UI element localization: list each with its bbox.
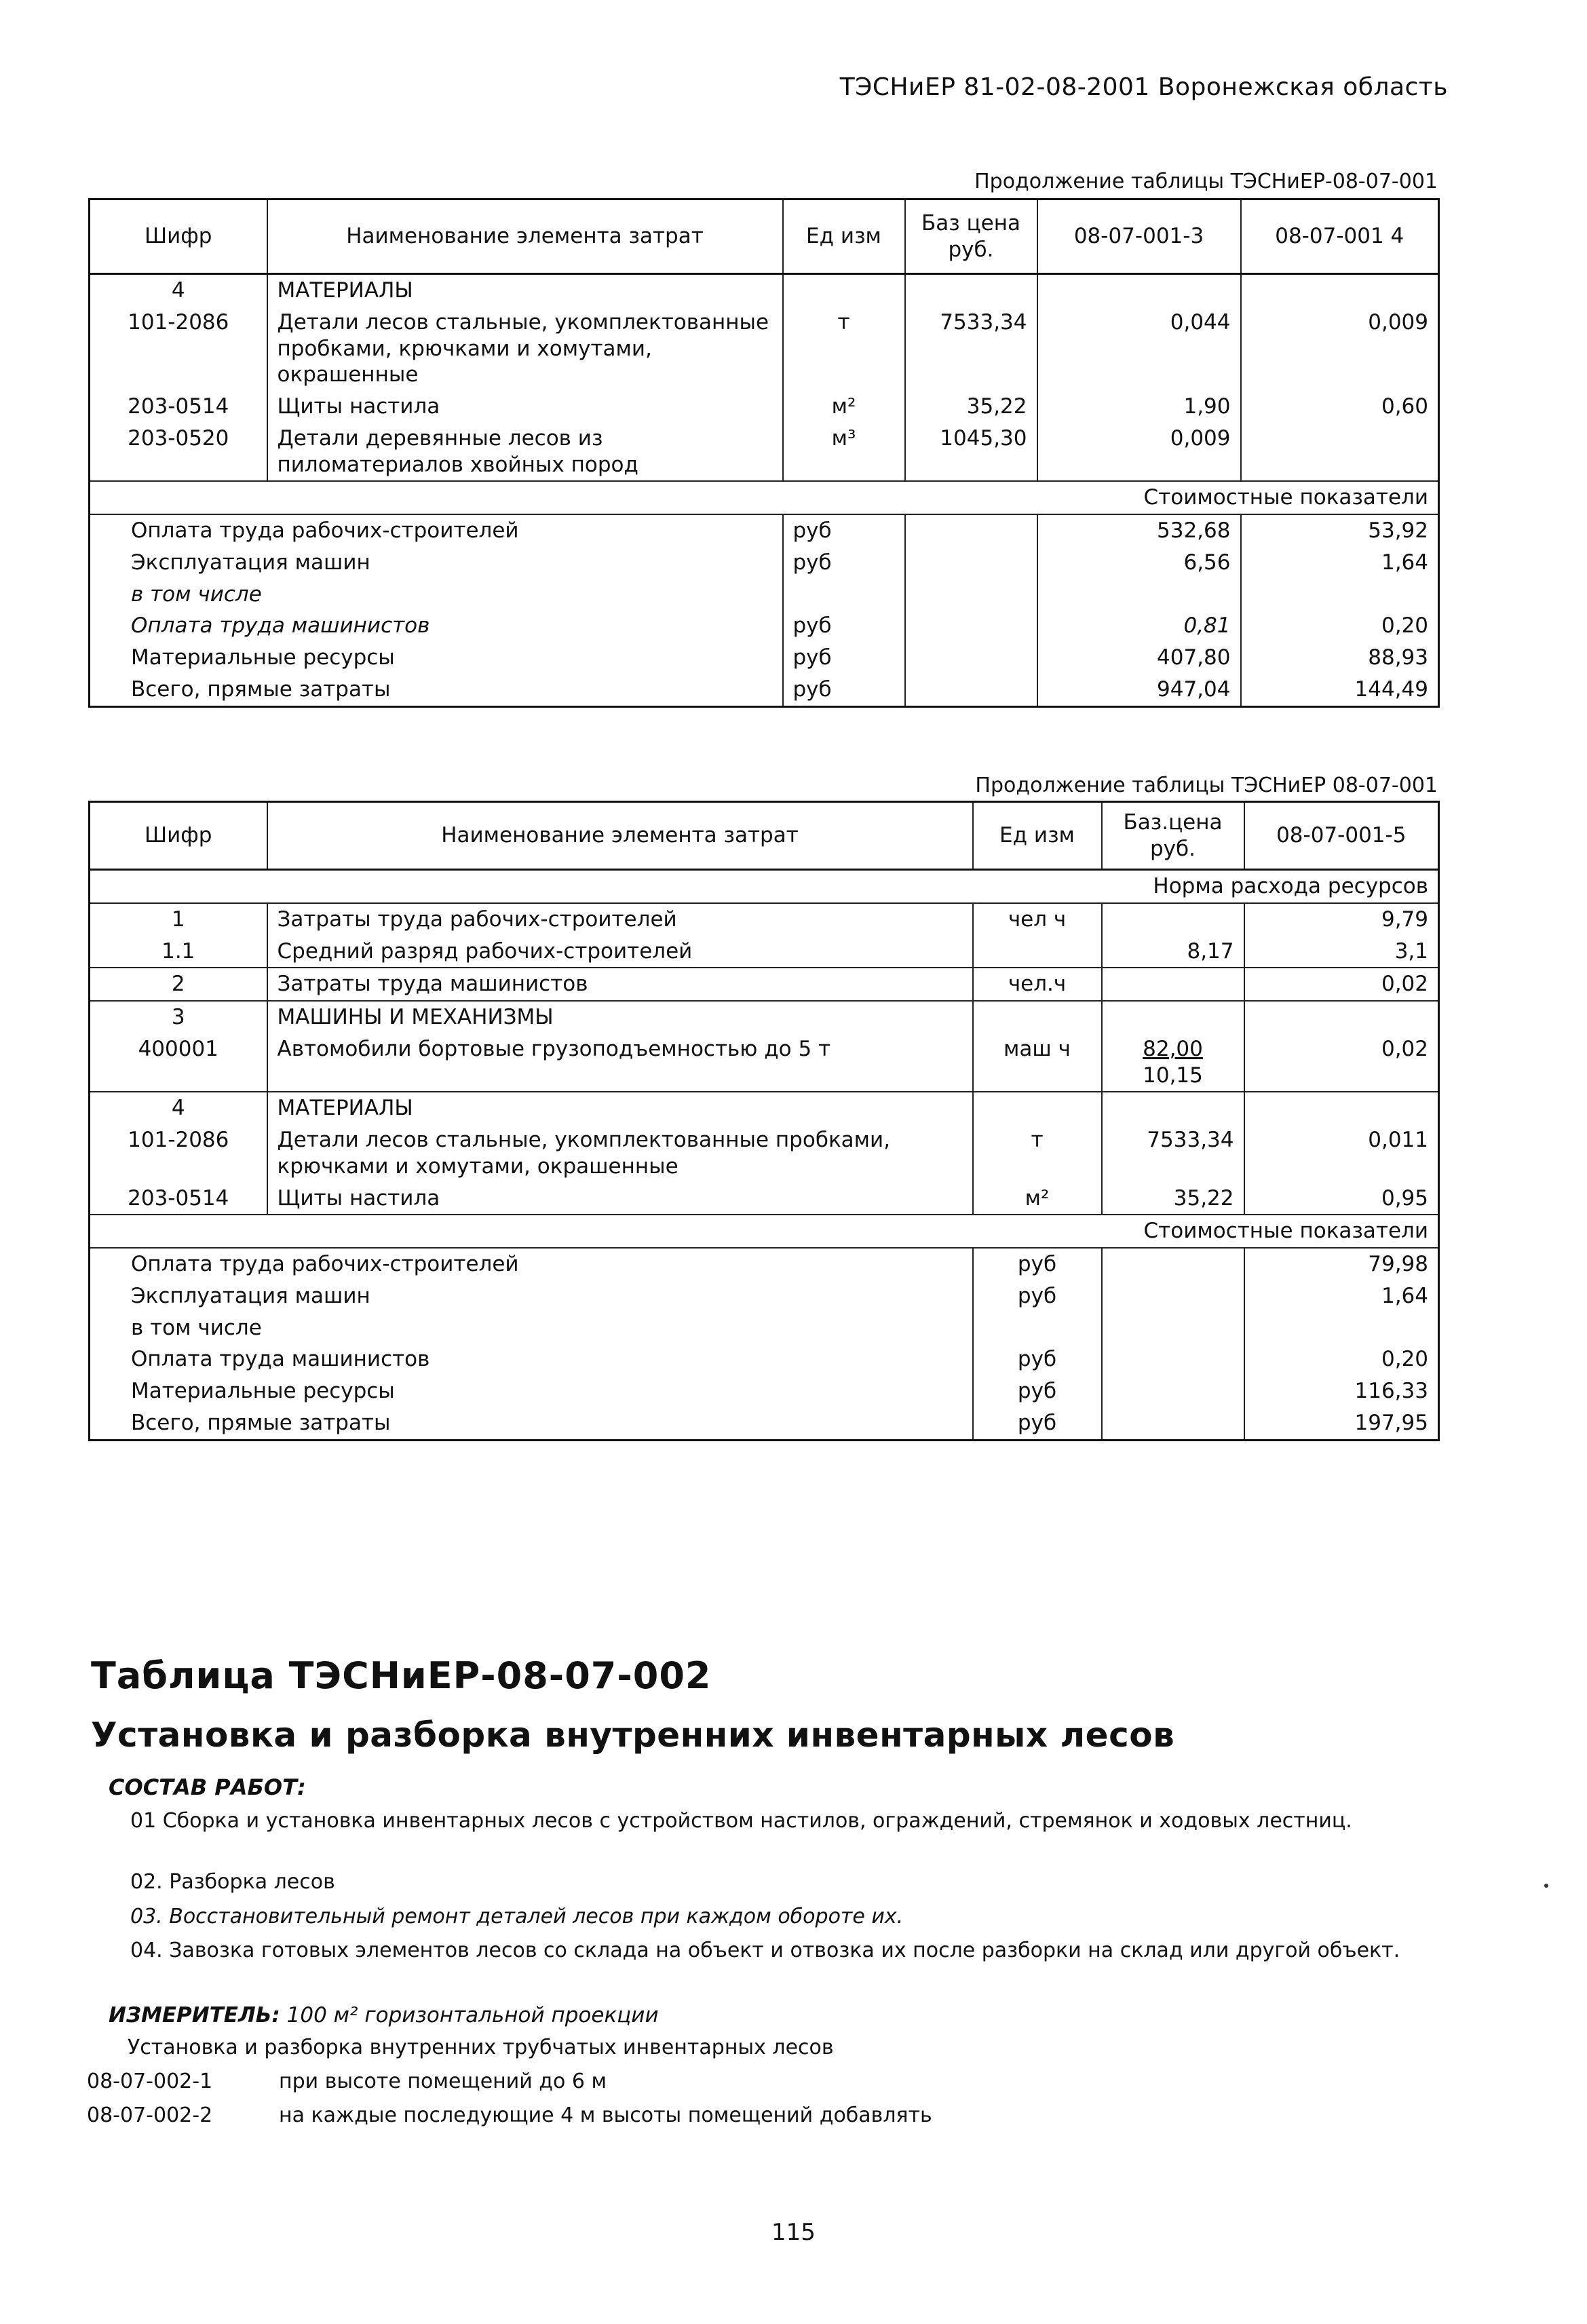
table-row (90, 903, 1439, 936)
row-name: Затраты труда машинистов (267, 968, 973, 1001)
meter-label: ИЗМЕРИТЕЛЬ: (109, 2003, 280, 2027)
cost-label: в том числе (131, 582, 262, 607)
cost-value (1244, 1312, 1439, 1344)
work-item: 04. Завозка готовых элементов лесов со склада на объект и отвозка их после разборки на склад или другой объект. (130, 1939, 1400, 1962)
cost-value-4 (1241, 579, 1439, 611)
code-line (87, 2103, 932, 2127)
cost-unit: руб (973, 1375, 1102, 1407)
row-unit: чел ч (973, 903, 1102, 936)
col-header-unit: Ед изм (973, 802, 1102, 870)
table-row (90, 1183, 1439, 1215)
cost-value-4: 53,92 (1241, 514, 1439, 547)
cost-value-3: 0,81 (1037, 610, 1241, 642)
table2-header-row (90, 802, 1439, 870)
cost-row (90, 674, 1439, 706)
cost-row (90, 1344, 1439, 1375)
meter-value: 100 м² горизонтальной проекции (286, 2003, 659, 2027)
col-header-unit: Ед изм (783, 199, 905, 274)
row-name: Детали лесов стальные, укомплектованные пробками, крючками и хомутами, окрашенные (267, 307, 783, 391)
cost-unit: руб (973, 1407, 1102, 1440)
row-unit: м² (783, 391, 905, 423)
cost-value-4: 0,20 (1241, 610, 1439, 642)
cost-value: 0,20 (1244, 1344, 1439, 1375)
row-unit: м² (973, 1183, 1102, 1215)
norm-header: Норма расхода ресурсов (1153, 874, 1428, 898)
cost-unit (973, 1312, 1102, 1344)
row-name: Средний разряд рабочих-строителей (267, 936, 973, 968)
machine-price: 82,00 (1143, 1036, 1203, 1061)
row-code: 203-0520 (128, 425, 229, 451)
cost-label: Оплата труда рабочих-строителей (131, 1252, 519, 1276)
cost-row (90, 1375, 1439, 1407)
row-unit: т (783, 307, 905, 391)
row-price: 7533,34 (1102, 1124, 1244, 1183)
section-code: 4 (171, 1096, 185, 1121)
cost-label: Материальные ресурсы (131, 1379, 395, 1403)
cost-unit: руб (783, 514, 905, 547)
col-header-code: Шифр (145, 823, 212, 848)
row-code: 101-2086 (128, 1128, 229, 1152)
cost-label: Всего, прямые затраты (131, 1410, 391, 1435)
table-title: Таблица ТЭСНиЕР-08-07-002 (91, 1654, 712, 1697)
table1-header-row (90, 199, 1439, 274)
row-name: Детали деревянные лесов из пиломатериалов хвойных пород (267, 423, 783, 482)
table-row (90, 1124, 1439, 1183)
row-name: Затраты труда рабочих-строителей (267, 903, 973, 936)
norm-header-row (90, 870, 1439, 903)
row-name: Щиты настила (267, 391, 783, 423)
row-code: 203-0514 (128, 394, 229, 419)
cost-unit: руб (973, 1248, 1102, 1280)
section-name: МАТЕРИАЛЫ (267, 274, 783, 307)
col-header-code: Шифр (145, 224, 212, 249)
cost-row (90, 579, 1439, 611)
row-value-3: 0,044 (1037, 307, 1241, 391)
cost-header-row (90, 1215, 1439, 1248)
table-row (90, 391, 1439, 423)
cost-value-4: 1,64 (1241, 547, 1439, 579)
cost-value-3: 947,04 (1037, 674, 1241, 706)
row-price: 35,22 (1102, 1183, 1244, 1215)
cost-row (90, 1407, 1439, 1440)
cost-row (90, 1280, 1439, 1312)
row-unit: т (973, 1124, 1102, 1183)
cost-label: Эксплуатация машин (131, 550, 370, 575)
section-name: МАТЕРИАЛЫ (267, 1092, 973, 1124)
cost-unit: руб (783, 610, 905, 642)
table-row (90, 1033, 1439, 1092)
rate-text: на каждые последующие 4 м высоты помещений добавлять (279, 2103, 932, 2127)
cost-row (90, 547, 1439, 579)
row-value: 9,79 (1244, 903, 1439, 936)
cost-label: Оплата труда рабочих-строителей (131, 518, 519, 543)
cost-row (90, 610, 1439, 642)
col-header-norm-3: 08-07-001-3 (1037, 199, 1241, 274)
code-line (87, 2070, 607, 2093)
row-code: 1 (171, 907, 185, 932)
row-value-4 (1241, 423, 1439, 482)
row-name: Щиты настила (267, 1183, 973, 1215)
cost-value-3: 407,80 (1037, 642, 1241, 674)
table1 (88, 198, 1440, 708)
row-code: 400001 (138, 1036, 218, 1061)
row-value: 0,02 (1244, 968, 1439, 1001)
row-price (1102, 903, 1244, 936)
col-header-name: Наименование элемента затрат (267, 199, 783, 274)
cost-header: Стоимостные показатели (1143, 485, 1428, 510)
row-value-3: 0,009 (1037, 423, 1241, 482)
cost-value-3: 6,56 (1037, 547, 1241, 579)
table1-section-row (90, 274, 1439, 307)
cost-unit: руб (783, 547, 905, 579)
cost-label: Оплата труда машинистов (131, 613, 430, 639)
row-value: 3,1 (1244, 936, 1439, 968)
row-unit: м³ (783, 423, 905, 482)
table-row (90, 423, 1439, 482)
machine-price-labor: 10,15 (1143, 1063, 1203, 1088)
rate-code: 08-07-002-2 (87, 2103, 213, 2127)
col-header-norm-5: 08-07-001-5 (1244, 802, 1439, 870)
cost-unit: руб (783, 674, 905, 706)
meter (109, 2003, 659, 2027)
scan-speck-dot (1544, 1884, 1548, 1888)
row-name: Автомобили бортовые грузоподъемностью до 5 т (267, 1033, 973, 1092)
table-subtitle: Установка и разборка внутренних инвентарных лесов (91, 1715, 1175, 1755)
cost-unit (783, 579, 905, 611)
cost-header-row (90, 481, 1439, 514)
row-price (1102, 968, 1244, 1001)
cost-header: Стоимостные показатели (1143, 1219, 1428, 1244)
table2-materials-section-row (90, 1092, 1439, 1124)
row-price: 1045,30 (905, 423, 1037, 482)
rate-text: при высоте помещений до 6 м (279, 2070, 607, 2093)
document-header: ТЭСНиЕР 81-02-08-2001 Воронежская область (839, 73, 1448, 101)
cost-value-4: 144,49 (1241, 674, 1439, 706)
page-number: 115 (771, 2219, 816, 2246)
cost-label: Эксплуатация машин (131, 1283, 370, 1308)
table2-machines-section-row (90, 1001, 1439, 1033)
row-unit: маш ч (973, 1033, 1102, 1092)
table-row (90, 936, 1439, 968)
work-item: 02. Разборка лесов (130, 1870, 335, 1894)
cost-value-3 (1037, 579, 1241, 611)
cost-row (90, 514, 1439, 547)
cost-unit: руб (783, 642, 905, 674)
row-value: 0,02 (1244, 1033, 1439, 1092)
row-price: 8,17 (1102, 936, 1244, 968)
row-code: 2 (171, 972, 185, 997)
cost-label: Материальные ресурсы (131, 645, 395, 670)
table2 (88, 801, 1440, 1441)
type-title: Установка и разборка внутренних трубчатых инвентарных лесов (128, 2036, 834, 2059)
row-unit: чел.ч (973, 968, 1102, 1001)
row-price: 35,22 (905, 391, 1037, 423)
cost-value-3: 532,68 (1037, 514, 1241, 547)
cost-row (90, 1248, 1439, 1280)
row-unit (973, 936, 1102, 968)
cost-value: 116,33 (1244, 1375, 1439, 1407)
row-value: 0,011 (1244, 1124, 1439, 1183)
work-item: 01 Сборка и установка инвентарных лесов с устройством настилов, ограждений, стремянок и ходовых лестниц. (130, 1809, 1352, 1833)
row-name: Детали лесов стальные, укомплектованные пробками, крючками и хомутами, окрашенные (267, 1124, 973, 1183)
cost-label: Всего, прямые затраты (131, 677, 391, 702)
row-price: 7533,34 (905, 307, 1037, 391)
cost-row (90, 642, 1439, 674)
cost-unit: руб (973, 1344, 1102, 1375)
col-header-name: Наименование элемента затрат (267, 802, 973, 870)
section-name: МАШИНЫ И МЕХАНИЗМЫ (267, 1001, 973, 1033)
row-value: 0,95 (1244, 1183, 1439, 1215)
composition-label: СОСТАВ РАБОТ: (109, 1774, 306, 1800)
cost-label: Оплата труда машинистов (131, 1347, 430, 1372)
row-price (1102, 1033, 1244, 1092)
table-row (90, 968, 1439, 1001)
section-code: 4 (171, 278, 185, 303)
cost-value: 1,64 (1244, 1280, 1439, 1312)
table2-continuation-label: Продолжение таблицы ТЭСНиЕР 08-07-001 (975, 774, 1438, 797)
col-header-price: Баз.цена руб. (1102, 802, 1244, 870)
cost-unit: руб (973, 1280, 1102, 1312)
row-value-3: 1,90 (1037, 391, 1241, 423)
row-code: 203-0514 (128, 1185, 229, 1211)
row-code: 1.1 (161, 938, 195, 964)
col-header-norm-4: 08-07-001 4 (1241, 199, 1439, 274)
cost-value-4: 88,93 (1241, 642, 1439, 674)
table-row (90, 307, 1439, 391)
cost-row (90, 1312, 1439, 1344)
cost-value: 197,95 (1244, 1407, 1439, 1440)
rate-code: 08-07-002-1 (87, 2070, 213, 2093)
col-header-price: Баз цена руб. (905, 199, 1037, 274)
row-code: 101-2086 (128, 309, 229, 335)
table1-continuation-label: Продолжение таблицы ТЭСНиЕР-08-07-001 (974, 170, 1438, 193)
work-item: 03. Восстановительный ремонт деталей лесов при каждом обороте их. (130, 1905, 904, 1928)
cost-value: 79,98 (1244, 1248, 1439, 1280)
section-code: 3 (171, 1005, 185, 1029)
cost-label: в том числе (131, 1315, 262, 1340)
row-value-4: 0,60 (1241, 391, 1439, 423)
row-value-4: 0,009 (1241, 307, 1439, 391)
